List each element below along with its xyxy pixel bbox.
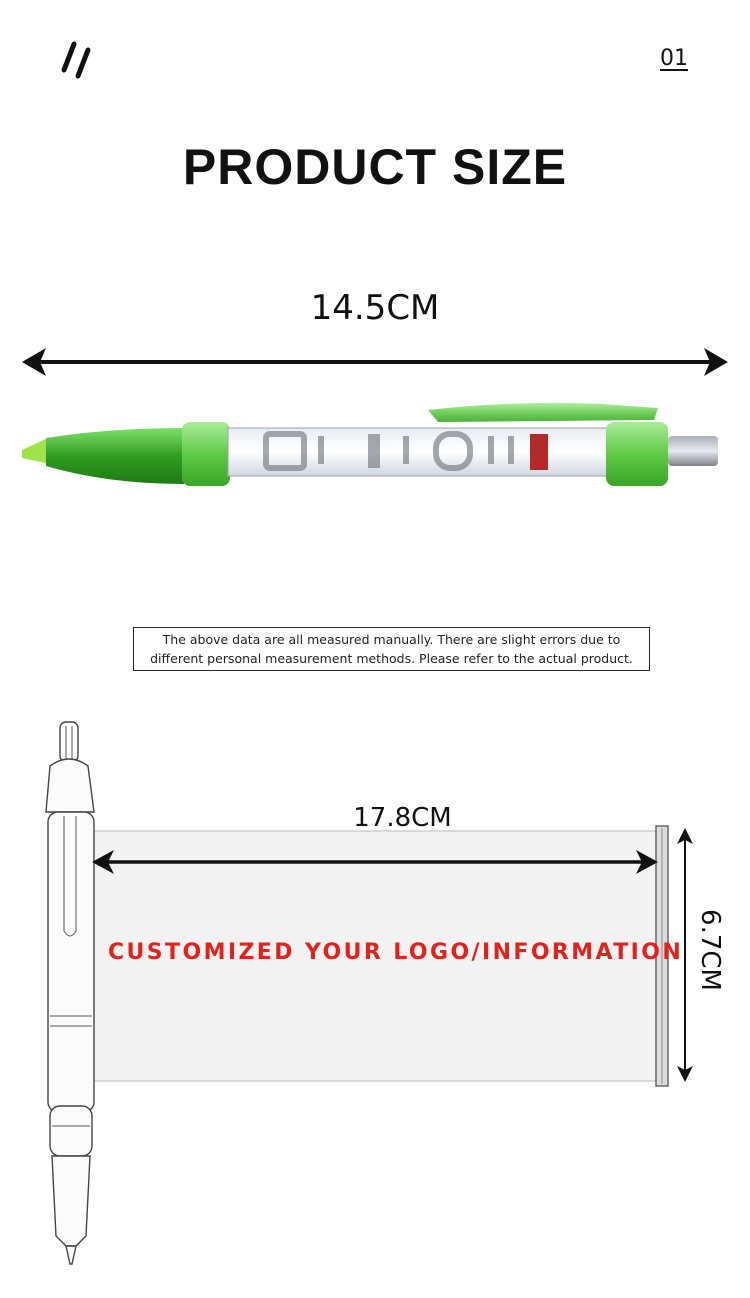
banner-width-label: 17.8CM: [353, 803, 452, 833]
custom-logo-text: CUSTOMIZED YOUR LOGO/INFORMATION: [108, 940, 684, 965]
banner-pen-diagram: [36, 716, 716, 1276]
double-slash-icon: [60, 40, 96, 80]
page-number: 01: [660, 46, 688, 71]
note-line-2: different personal measurement methods. Please refer to the actual product.: [150, 651, 633, 666]
banner-height-label: 6.7CM: [695, 909, 725, 991]
length-arrow: [22, 344, 728, 380]
page-title: PRODUCT SIZE: [182, 139, 568, 195]
measurement-note: [133, 627, 650, 671]
pen-length-label: 14.5CM: [310, 288, 440, 328]
banner-pen-image: [18, 398, 732, 498]
note-line-1: The above data are all measured manually. There are slight errors due to: [162, 632, 621, 647]
